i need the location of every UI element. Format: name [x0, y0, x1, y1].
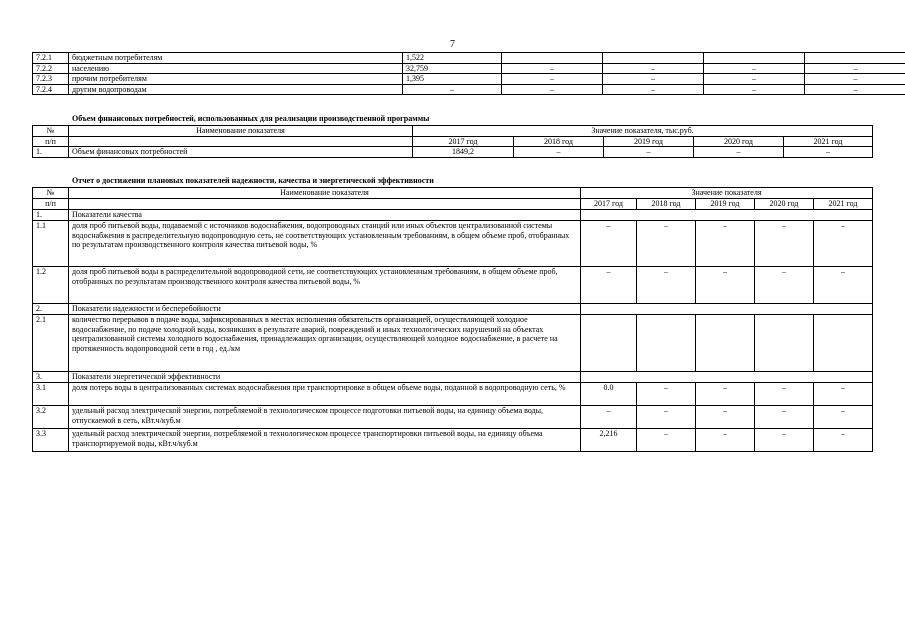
- row-number: 1.2: [33, 267, 69, 304]
- value-2021: –: [814, 221, 873, 267]
- row-number: 1.: [33, 147, 69, 158]
- table-row: [33, 429, 873, 452]
- year-header: 2018 год: [637, 199, 696, 210]
- row-number: 1.1: [33, 221, 69, 267]
- row-label: Объем финансовых потребностей: [69, 147, 413, 158]
- row-number: 2.: [33, 304, 69, 315]
- row-number: 7.2.2: [33, 63, 69, 74]
- table-row: [33, 53, 905, 64]
- row-number: 3.2: [33, 406, 69, 429]
- row-label: доля проб питьевой воды, подаваемой с источников водоснабжения, водопроводных станций или иных объектов централизованной системы водоснабжения в распределительную водопроводную сеть, не соответствующих установленным требованиям, в общем объеме проб, отобранных по результатам производственного контроля качества питьевой воды, %: [69, 221, 581, 267]
- table-row: [33, 74, 905, 85]
- value-2019: –: [603, 84, 704, 95]
- value-2018: –: [502, 74, 603, 85]
- section-title-reliability: Отчет о достижении плановых показателей надежности, качества и энергетической эффективности: [72, 176, 434, 185]
- row-label: прочим потребителям: [69, 74, 403, 85]
- value-2020: –: [755, 221, 814, 267]
- value-2017: 0.0: [581, 383, 637, 406]
- empty-values: [581, 372, 873, 383]
- value-2017: 1849,2: [413, 147, 514, 158]
- value-2019: –: [696, 383, 755, 406]
- value-2019: –: [696, 221, 755, 267]
- value-2021: –: [784, 147, 873, 158]
- value-2021: [805, 53, 905, 64]
- year-header: 2019 год: [696, 199, 755, 210]
- year-header: 2020 год: [755, 199, 814, 210]
- value-2020: [755, 315, 814, 372]
- value-2021: –: [805, 74, 905, 85]
- table-row: [33, 383, 873, 406]
- section-title-financial: Объем финансовых потребностей, использованных для реализации производственной программы: [72, 114, 430, 123]
- row-label: Показатели качества: [69, 210, 581, 221]
- value-2019: –: [603, 63, 704, 74]
- table-row: [33, 406, 873, 429]
- value-2017: 2,216: [581, 429, 637, 452]
- value-2019: –: [604, 147, 694, 158]
- table-row: [33, 221, 873, 267]
- header-empty: [69, 136, 413, 147]
- row-label: другим водопроводам: [69, 84, 403, 95]
- header-number: №: [33, 188, 69, 199]
- header-value: Значение показателя: [581, 188, 873, 199]
- header-row: [33, 126, 873, 137]
- value-2019: –: [696, 429, 755, 452]
- value-2017: [581, 315, 637, 372]
- value-2018: –: [637, 221, 696, 267]
- value-2018: –: [514, 147, 604, 158]
- table-row: [33, 147, 873, 158]
- value-2020: –: [755, 383, 814, 406]
- value-2020: –: [704, 84, 805, 95]
- value-2021: [814, 315, 873, 372]
- value-2018: –: [637, 406, 696, 429]
- header-number: №: [33, 126, 69, 137]
- row-number: 7.2.1: [33, 53, 69, 64]
- value-2021: –: [805, 84, 905, 95]
- row-label: удельный расход электрической энергии, потребляемой в технологическом процессе транспортировки питьевой воды, на единицу объема транспортируемой воды, кВт.ч/куб.м: [69, 429, 581, 452]
- header-number-sub: п/п: [33, 136, 69, 147]
- group-row: [33, 304, 873, 315]
- table-row: [33, 84, 905, 95]
- value-2020: [704, 53, 805, 64]
- table-row: [33, 63, 905, 74]
- financial-table: [32, 125, 873, 158]
- row-label: бюджетным потребителям: [69, 53, 403, 64]
- empty-values: [581, 304, 873, 315]
- row-label: доля потерь воды в централизованных системах водоснабжения при транспортировке в общем объеме воды, поданной в водопроводную сеть, %: [69, 383, 581, 406]
- value-2017: 1,522: [403, 53, 502, 64]
- value-2019: –: [696, 267, 755, 304]
- value-2021: –: [814, 406, 873, 429]
- row-number: 3.: [33, 372, 69, 383]
- table-row: [33, 267, 873, 304]
- header-row: [33, 188, 873, 199]
- row-number: 1.: [33, 210, 69, 221]
- value-2019: –: [603, 74, 704, 85]
- value-2020: –: [755, 267, 814, 304]
- value-2020: –: [694, 147, 784, 158]
- row-number: 7.2.4: [33, 84, 69, 95]
- year-header: 2021 год: [814, 199, 873, 210]
- header-row: [33, 199, 873, 210]
- value-2020: –: [704, 74, 805, 85]
- value-2019: –: [696, 406, 755, 429]
- table-row: [33, 315, 873, 372]
- empty-values: [581, 210, 873, 221]
- row-number: 3.1: [33, 383, 69, 406]
- value-2019: [696, 315, 755, 372]
- row-label: населению: [69, 63, 403, 74]
- row-number: 2.1: [33, 315, 69, 372]
- value-2018: –: [637, 383, 696, 406]
- value-2017: –: [581, 221, 637, 267]
- value-2017: 1,395: [403, 74, 502, 85]
- year-header: 2018 год: [514, 136, 604, 147]
- year-header: 2017 год: [581, 199, 637, 210]
- group-row: [33, 210, 873, 221]
- water-supply-table: [32, 52, 905, 95]
- header-empty: [69, 199, 581, 210]
- header-indicator-name: Наименование показателя: [69, 126, 413, 137]
- value-2020: –: [704, 63, 805, 74]
- header-number-sub: п/п: [33, 199, 69, 210]
- value-2020: –: [755, 406, 814, 429]
- value-2020: –: [755, 429, 814, 452]
- row-label: удельный расход электрической энергии, потребляемой в технологическом процессе подготовки питьевой воды, на единицу объема воды, отпускаемой в сеть, кВт.ч/куб.м: [69, 406, 581, 429]
- year-header: 2021 год: [784, 136, 873, 147]
- value-2017: –: [581, 406, 637, 429]
- value-2021: –: [814, 267, 873, 304]
- row-label: Показатели надежности и бесперебойности: [69, 304, 581, 315]
- row-number: 7.2.3: [33, 74, 69, 85]
- header-value: Значение показателя, тыс.руб.: [413, 126, 873, 137]
- year-header: 2017 год: [413, 136, 514, 147]
- value-2021: –: [805, 63, 905, 74]
- value-2021: –: [814, 383, 873, 406]
- value-2018: [637, 315, 696, 372]
- year-header: 2019 год: [604, 136, 694, 147]
- value-2017: 32,759: [403, 63, 502, 74]
- row-label: количество перерывов в подаче воды, зафиксированных в местах исполнения обязательств организацией, осуществляющей холодное водоснабжение, по подаче холодной воды, возникших в результате аварий, повреждений и иных технологических нарушений на объектах централизованной системы холодного водоснабжения, принадлежащих организации, осуществляющей холодное водоснабжение, в расчете на протяженность водопроводной сети в год , ед./км: [69, 315, 581, 372]
- row-number: 3.3: [33, 429, 69, 452]
- value-2018: –: [637, 429, 696, 452]
- value-2018: –: [502, 84, 603, 95]
- group-row: [33, 372, 873, 383]
- reliability-table: [32, 187, 873, 452]
- value-2017: –: [403, 84, 502, 95]
- value-2017: –: [581, 267, 637, 304]
- header-row: [33, 136, 873, 147]
- header-indicator-name: Наименование показателя: [69, 188, 581, 199]
- value-2018: –: [502, 63, 603, 74]
- value-2018: [502, 53, 603, 64]
- row-label: доля проб питьевой воды в распределительной водопроводной сети, не соответствующих установленным требованиям, в общем объеме проб, отобранных по результатам производственного контроля качества питьевой воды, %: [69, 267, 581, 304]
- year-header: 2020 год: [694, 136, 784, 147]
- page-number: 7: [450, 39, 455, 50]
- value-2019: [603, 53, 704, 64]
- row-label: Показатели энергетической эффективности: [69, 372, 581, 383]
- value-2021: –: [814, 429, 873, 452]
- value-2018: –: [637, 267, 696, 304]
